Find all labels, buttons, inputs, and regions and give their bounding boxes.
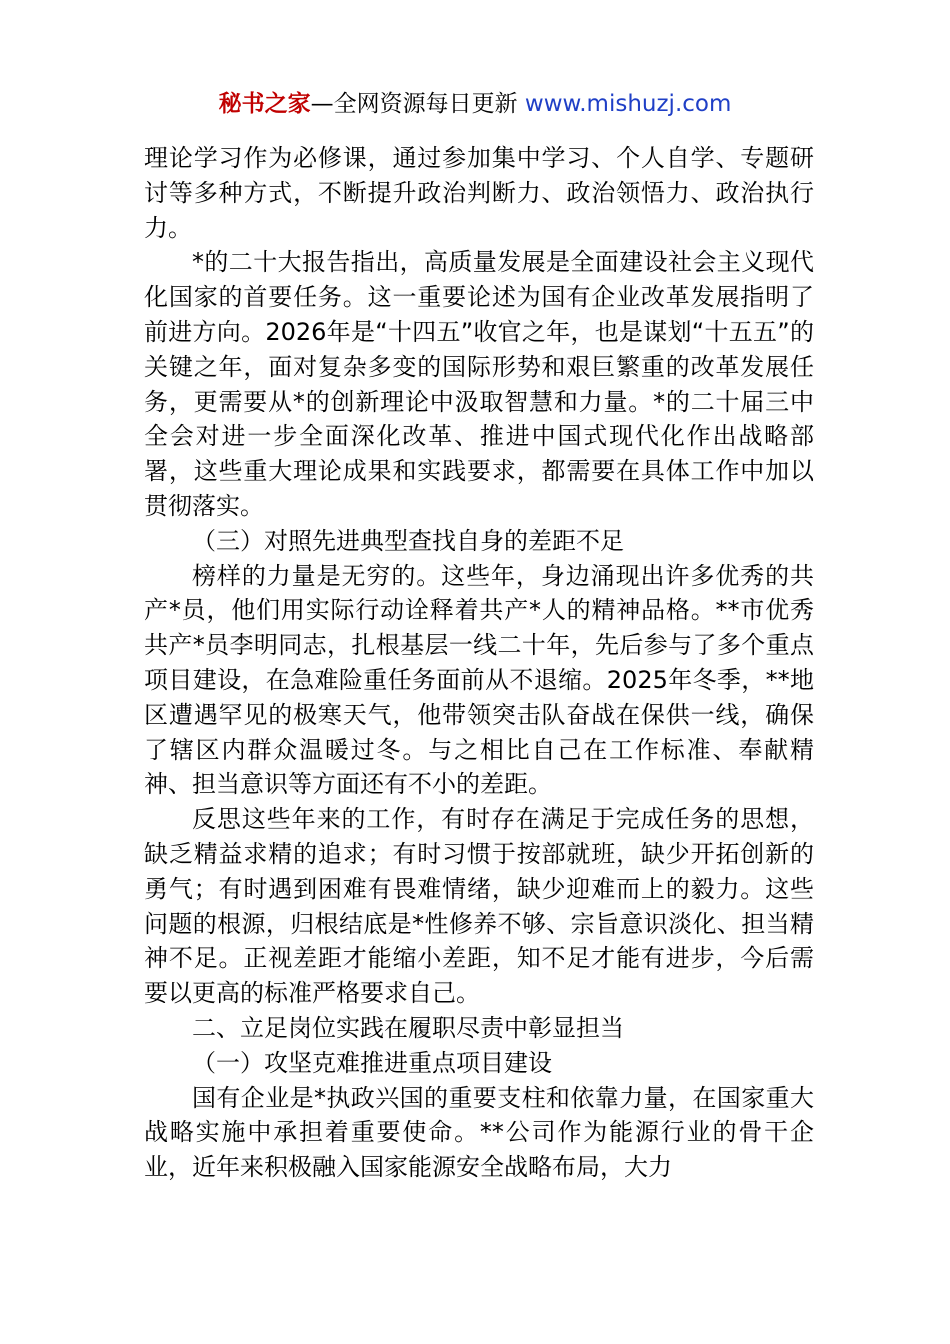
paragraph: 国有企业是*执政兴国的重要支柱和依靠力量，在国家重大战略实施中承担着重要使命。**公司作为能源行业的骨干企业，近年来积极融入国家能源安全战略布局，大力 bbox=[144, 1083, 814, 1182]
site-url-link[interactable]: www.mishuzj.com bbox=[524, 91, 732, 117]
brand-name: 秘书之家 bbox=[218, 91, 311, 117]
paragraph: 榜样的力量是无穷的。这些年，身边涌现出许多优秀的共产*员，他们用实际行动诠释着共产*人的精神品格。**市优秀共产*员李明同志，扎根基层一线二十年，先后参与了多个重点项目建设，在急难险重任务面前从不退缩。2025年冬季，**地区遭遇罕见的极寒天气，他带领突击队奋战在保供一线，确保了辖区内群众温暖过冬。与之相比自己在工作标准、奉献精神、担当意识等方面还有不小的差距。 bbox=[144, 561, 814, 799]
section-heading: （一）攻坚克难推进重点项目建设 bbox=[192, 1048, 552, 1077]
document-body bbox=[144, 141, 814, 1185]
paragraph: *的二十大报告指出，高质量发展是全面建设社会主义现代化国家的首要任务。这一重要论述为国有企业改革发展指明了前进方向。2026年是“十四五”收官之年，也是谋划“十五五”的关键之年，面对复杂多变的国际形势和艰巨繁重的改革发展任务，更需要从*的创新理论中汲取智慧和力量。*的二十届三中全会对进一步全面深化改革、推进中国式现代化作出战略部署，这些重大理论成果和实践要求，都需要在具体工作中加以贯彻落实。 bbox=[144, 248, 814, 520]
site-header bbox=[0, 88, 950, 120]
paragraph-continued: 理论学习作为必修课，通过参加集中学习、个人自学、专题研讨等多种方式，不断提升政治判断力、政治领悟力、政治执行力。 bbox=[144, 144, 814, 242]
chapter-heading: 二、立足岗位实践在履职尽责中彰显担当 bbox=[192, 1013, 624, 1042]
header-tagline: —全网资源每日更新 bbox=[310, 91, 525, 117]
section-heading: （三）对照先进典型查找自身的差距不足 bbox=[192, 526, 624, 555]
paragraph: 反思这些年来的工作，有时存在满足于完成任务的思想，缺乏精益求精的追求；有时习惯于按部就班，缺少开拓创新的勇气；有时遇到困难有畏难情绪，缺少迎难而上的毅力。这些问题的根源，归根结底是*性修养不够、宗旨意识淡化、担当精神不足。正视差距才能缩小差距，知不足才能有进步，今后需要以更高的标准严格要求自己。 bbox=[144, 805, 814, 1008]
